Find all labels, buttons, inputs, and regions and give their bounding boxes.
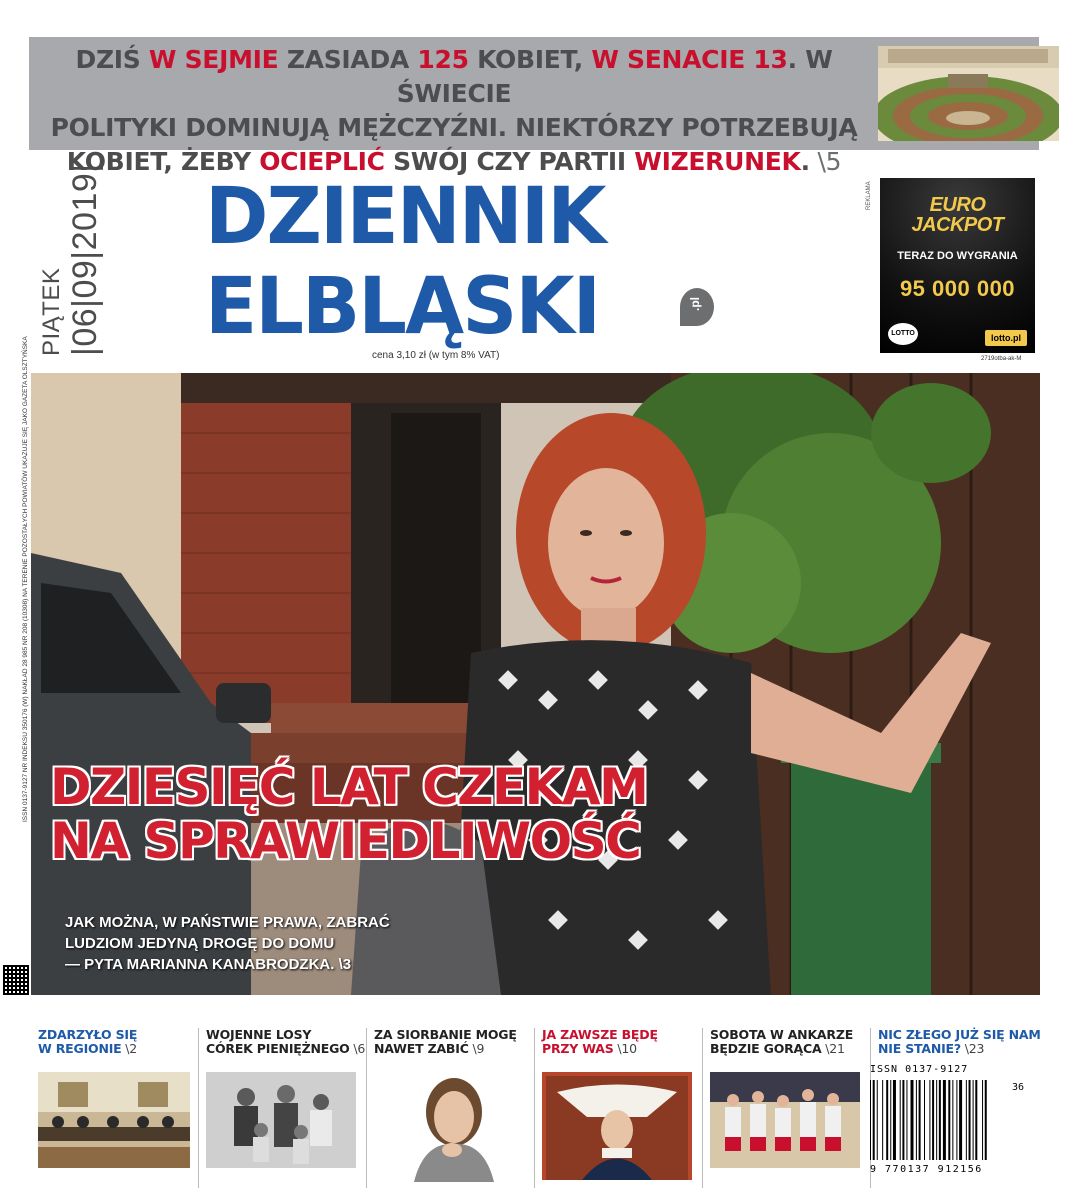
issue-date (30, 163, 110, 356)
masthead-line-2: ELBLĄSKI (205, 262, 600, 352)
teaser-title: JA ZAWSZE BĘDĘ PRZY WAS \10 (542, 1027, 658, 1056)
barcode-bar (902, 1080, 904, 1160)
teaser-title: WOJENNE LOSY CÓREK PIENIĘŻNEGO \6 (206, 1027, 366, 1056)
top-banner[interactable] (29, 37, 1039, 176)
subhead-line-2: LUDZIOM JEDYNĄ DROGĘ DO DOMU (65, 935, 335, 952)
banner-segment: . (800, 147, 810, 176)
teaser-photo-nun-painting (542, 1072, 692, 1180)
banner-segment: KOBIET, (468, 45, 592, 74)
barcode-bar (873, 1080, 875, 1160)
ad-brand-line-2: JACKPOT (911, 214, 1004, 236)
banner-segment: KOBIET, ŻEBY (66, 147, 260, 176)
banner-segment: W SENACIE 13 (591, 45, 788, 74)
headline-line-2: NA SPRAWIEDLIWOŚĆ (50, 812, 641, 870)
banner-segment: OCIEPLIĆ (259, 147, 385, 176)
subhead-line-1: JAK MOŻNA, W PAŃSTWIE PRAWA, ZABRAĆ (65, 914, 390, 931)
barcode-number: 9 770137 912156 (870, 1164, 983, 1175)
barcode-icon (868, 1080, 1008, 1160)
barcode-bar (975, 1080, 977, 1160)
teaser-divider (198, 1028, 199, 1188)
teaser-title: NIC ZŁEGO JUŻ SIĘ NAM NIE STANIE? \23 (878, 1027, 1041, 1056)
masthead-pl-badge: .pl (680, 288, 714, 326)
banner-segment: SWÓJ CZY PARTII (384, 147, 635, 176)
banner-segment: WIZERUNEK (634, 147, 801, 176)
barcode-bar (932, 1080, 934, 1160)
barcode-addon: 36 (1012, 1082, 1025, 1093)
barcode-bar (943, 1080, 946, 1160)
banner-text (39, 43, 869, 179)
teaser-photo-family (206, 1072, 356, 1168)
publication-info: ISSN 0137-9127 NR INDEKSU 350176 (W) NAKŁAD 28 985 NR 208 (10308) NA TERENIE POZOSTAŁYCH POWIATÓW UKAZUJE SIĘ JAKO GAZETA OLSZTYŃSKA (22, 336, 29, 822)
subhead-line-3: — PYTA MARIANNA KANABRODZKA. \3 (65, 956, 352, 973)
barcode-bar (893, 1080, 896, 1160)
teaser-divider (534, 1028, 535, 1188)
ad-brand-line-1: EURO (929, 194, 986, 216)
qr-code-icon[interactable] (3, 965, 29, 995)
ad-code: 2719otba-ak-M (981, 356, 1022, 362)
barcode-bar (956, 1080, 957, 1160)
ad-lotto-link[interactable]: lotto.pl (985, 330, 1027, 346)
eurojackpot-ad[interactable] (880, 178, 1035, 353)
barcode-bar (959, 1080, 962, 1160)
banner-line-1 (39, 43, 869, 111)
teaser-region[interactable] (38, 1028, 198, 1178)
barcode-bar (919, 1080, 921, 1160)
teaser-ankara[interactable] (710, 1028, 870, 1178)
barcode-bar (952, 1080, 953, 1160)
barcode-bar (916, 1080, 917, 1160)
barcode-bar (966, 1080, 967, 1160)
teaser-pieniezny[interactable] (206, 1028, 366, 1178)
ad-tagline: TERAZ DO WYGRANIA (897, 250, 1018, 262)
barcode-bar (969, 1080, 971, 1160)
ad-label: REKLAMA (866, 181, 872, 210)
barcode-bar (877, 1080, 878, 1160)
barcode-bar (886, 1080, 888, 1160)
masthead-line-1: DZIENNIK (205, 172, 605, 262)
barcode-bar (900, 1080, 901, 1160)
barcode-bar (973, 1080, 974, 1160)
banner-segment: ZASIADA (278, 45, 418, 74)
teaser-divider (366, 1028, 367, 1188)
ad-jackpot-amount: 95 000 000 (899, 276, 1016, 301)
lotto-logo-icon: LOTTO (888, 323, 918, 345)
issue-day: PIĄTEK (38, 267, 65, 356)
barcode-bar (985, 1080, 987, 1160)
teaser-photo-meeting (38, 1072, 190, 1168)
cover-subheadline (65, 912, 390, 975)
barcode-bar (948, 1080, 950, 1160)
barcode-bar (890, 1080, 891, 1160)
barcode-bar (911, 1080, 914, 1160)
barcode-bar (929, 1080, 930, 1160)
banner-segment: DZIŚ (75, 45, 149, 74)
barcode-bar (906, 1080, 907, 1160)
sejm-chamber-photo (878, 46, 1059, 141)
issn-label: ISSN 0137-9127 (870, 1064, 969, 1075)
teaser-ja-zawsze[interactable] (542, 1028, 702, 1178)
teaser-siorbanie[interactable] (374, 1028, 534, 1178)
barcode-bar (939, 1080, 941, 1160)
banner-segment: W SEJMIE (148, 45, 279, 74)
teaser-photo-volleyball (710, 1072, 860, 1168)
banner-page-ref: \5 (809, 147, 842, 176)
teaser-divider (702, 1028, 703, 1188)
teaser-photo-woman (394, 1072, 514, 1182)
teaser-title: SOBOTA W ANKARZE BĘDZIE GORĄCA \21 (710, 1027, 854, 1056)
barcode-bar (936, 1080, 937, 1160)
barcode-bar (870, 1080, 871, 1160)
barcode-bar (924, 1080, 925, 1160)
teaser-title: ZA SIORBANIE MOGĘ NAWET ZABIĆ \9 (374, 1027, 517, 1056)
teaser-title: ZDARZYŁO SIĘ W REGIONIE \2 (38, 1027, 138, 1056)
price-label: cena 3,10 zł (w tym 8% VAT) (372, 350, 500, 361)
banner-segment: . W ŚWIECIE (396, 45, 833, 108)
banner-segment: 125 (417, 45, 469, 74)
masthead-logo[interactable] (205, 172, 725, 352)
cover-headline[interactable] (50, 760, 647, 868)
cover-photo (31, 373, 1040, 995)
barcode-bar (882, 1080, 883, 1160)
headline-line-1: DZIESIĘĆ LAT CZEKAM (50, 758, 648, 816)
barcode-bar (982, 1080, 983, 1160)
banner-line-2: POLITYKI DOMINUJĄ MĘŻCZYŹNI. NIEKTÓRZY POTRZEBUJĄ (50, 113, 858, 142)
issue-date-value: |06|09|2019| (66, 163, 104, 356)
